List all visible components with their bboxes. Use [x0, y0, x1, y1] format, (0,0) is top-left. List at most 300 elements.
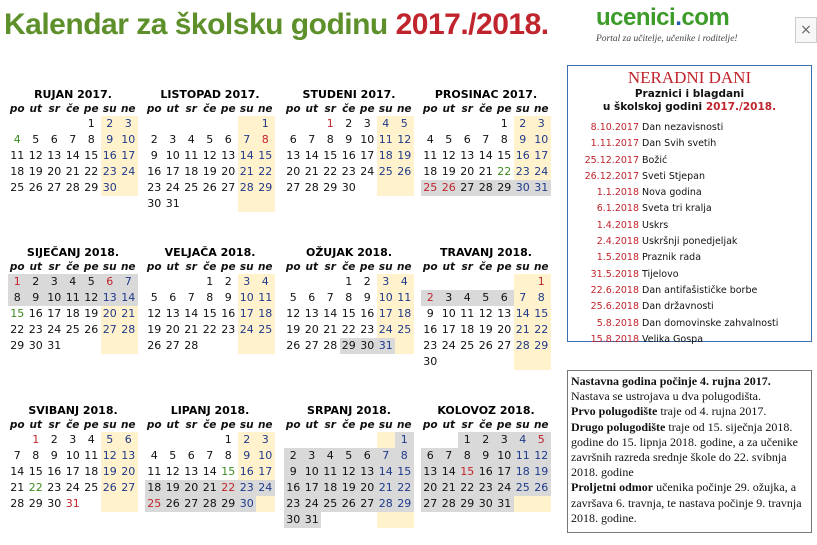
- holiday-name: Uskrs: [642, 219, 669, 231]
- day-cell: 17: [119, 148, 138, 164]
- day-cell: 7: [238, 132, 257, 148]
- day-cell: 6: [463, 133, 471, 146]
- day-cell: 10: [45, 290, 64, 306]
- day-cell: 17: [377, 306, 396, 322]
- month-grid: [145, 102, 275, 212]
- empty-cell: [119, 180, 138, 196]
- empty-cell: [201, 116, 220, 132]
- empty-cell: [182, 432, 201, 448]
- day-cell: 29: [219, 496, 238, 512]
- month-name: OŽUJAK 2018.: [305, 246, 392, 259]
- weekday-header: su: [102, 103, 117, 115]
- empty-cell: [340, 512, 359, 528]
- day-cell: 11: [321, 464, 340, 480]
- weekday-header: sr: [48, 103, 60, 115]
- day-cell: 16: [28, 307, 43, 320]
- day-cell: 12: [147, 307, 162, 320]
- day-cell: 4: [256, 274, 275, 290]
- day-cell: 5: [32, 133, 40, 146]
- day-cell: 26: [28, 181, 43, 194]
- day-cell: 13: [119, 448, 138, 464]
- weekday-header: sr: [461, 419, 473, 431]
- day-cell: 24: [360, 165, 375, 178]
- weekday-header: če: [66, 419, 80, 431]
- weekday-header: ut: [442, 419, 455, 431]
- day-cell: 13: [497, 307, 512, 320]
- day-cell: 3: [45, 274, 64, 290]
- weekday-header: sr: [461, 103, 473, 115]
- day-cell: 14: [304, 149, 319, 162]
- day-cell: 8: [8, 290, 27, 306]
- empty-cell: [440, 354, 459, 370]
- day-cell: 22: [532, 322, 551, 338]
- holiday-date: 22.6.2018: [590, 284, 639, 296]
- day-cell: 28: [201, 496, 220, 512]
- day-cell: 10: [256, 448, 275, 464]
- day-cell: 2: [514, 116, 533, 132]
- day-cell: 30: [238, 496, 257, 512]
- day-cell: 28: [440, 496, 459, 512]
- day-cell: 3: [377, 274, 396, 290]
- day-cell: 14: [478, 149, 493, 162]
- empty-cell: [238, 338, 257, 354]
- weekday-header: ne: [120, 261, 136, 273]
- day-cell: 25: [395, 322, 414, 338]
- day-cell: 9: [224, 291, 232, 304]
- weekday-header: sr: [185, 419, 197, 431]
- day-cell: 10: [495, 448, 514, 464]
- day-cell: 16: [47, 465, 62, 478]
- day-cell: 17: [495, 464, 514, 480]
- day-cell: 6: [308, 291, 316, 304]
- day-cell: 24: [532, 164, 551, 180]
- weekday-header: ne: [533, 103, 549, 115]
- day-cell: 10: [441, 307, 456, 320]
- holiday-row: [568, 120, 811, 136]
- holiday-row: [568, 153, 811, 169]
- day-cell: 23: [147, 181, 162, 194]
- day-cell: 29: [532, 338, 551, 354]
- empty-cell: [440, 432, 459, 448]
- day-cell: 13: [304, 307, 319, 320]
- day-cell: 10: [65, 449, 80, 462]
- day-cell: 13: [358, 464, 377, 480]
- empty-cell: [164, 432, 183, 448]
- day-cell: 6: [358, 448, 377, 464]
- day-cell: 20: [221, 165, 236, 178]
- day-cell: 7: [69, 133, 77, 146]
- day-cell: 28: [119, 322, 138, 338]
- month-grid: [8, 102, 138, 196]
- weekday-header: če: [479, 103, 493, 115]
- day-cell: 29: [84, 181, 99, 194]
- empty-cell: [82, 338, 101, 354]
- day-cell: 20: [165, 323, 180, 336]
- month-name: TRAVANJ 2018.: [440, 246, 532, 259]
- day-cell: 14: [202, 465, 217, 478]
- day-cell: 1: [532, 274, 551, 290]
- empty-cell: [321, 512, 340, 528]
- day-cell: 5: [82, 274, 101, 290]
- holidays-title: NERADNI DANI: [627, 68, 752, 87]
- empty-cell: [101, 338, 120, 354]
- holiday-date: 1.1.2018: [596, 187, 639, 199]
- day-cell: 23: [514, 164, 533, 180]
- weekday-header: ut: [29, 261, 42, 273]
- day-cell: 13: [286, 149, 301, 162]
- holiday-row: [568, 316, 811, 332]
- weekday-header: po: [146, 261, 162, 273]
- weekday-header: su: [239, 261, 254, 273]
- day-cell: 10: [238, 290, 257, 306]
- empty-cell: [119, 338, 138, 354]
- empty-cell: [8, 432, 27, 448]
- day-cell: 15: [323, 149, 338, 162]
- holiday-name: Dan antifašističke borbe: [642, 284, 758, 296]
- empty-cell: [358, 512, 377, 528]
- day-cell: 6: [187, 449, 195, 462]
- day-cell: 16: [360, 307, 375, 320]
- day-cell: 2: [238, 432, 257, 448]
- day-cell: 27: [221, 181, 236, 194]
- weekday-header: po: [422, 261, 438, 273]
- day-cell: 29: [395, 496, 414, 512]
- month-name: SVIBANJ 2018.: [28, 404, 118, 417]
- day-cell: 25: [460, 339, 475, 352]
- day-cell: 19: [147, 323, 162, 336]
- empty-cell: [395, 512, 414, 528]
- weekday-header: če: [342, 103, 356, 115]
- day-cell: 23: [341, 165, 356, 178]
- day-cell: 17: [303, 480, 322, 496]
- holiday-date: 31.5.2018: [590, 268, 639, 280]
- holiday-name: Dan Svih svetih: [642, 138, 717, 150]
- empty-cell: [82, 496, 101, 512]
- day-cell: 23: [477, 480, 496, 496]
- weekday-header: ut: [166, 419, 179, 431]
- month-grid: [145, 260, 275, 354]
- day-cell: 9: [477, 448, 496, 464]
- day-cell: 24: [65, 481, 80, 494]
- day-cell: 19: [202, 165, 217, 178]
- close-icon[interactable]: ×: [795, 17, 817, 43]
- day-cell: 7: [308, 133, 316, 146]
- day-cell: 23: [284, 496, 303, 512]
- day-cell: 13: [47, 149, 62, 162]
- day-cell: 24: [119, 164, 138, 180]
- day-cell: 25: [256, 322, 275, 338]
- weekday-header: če: [203, 261, 217, 273]
- notes-spring-break: Proljetni odmor: [571, 480, 654, 495]
- day-cell: 21: [238, 164, 257, 180]
- day-cell: 26: [440, 180, 459, 196]
- empty-cell: [182, 116, 201, 132]
- day-cell: 21: [514, 322, 533, 338]
- weekday-header: če: [342, 261, 356, 273]
- day-cell: 24: [238, 322, 257, 338]
- day-cell: 11: [256, 290, 275, 306]
- empty-cell: [321, 274, 340, 290]
- holiday-row: [568, 185, 811, 201]
- weekday-header: če: [66, 261, 80, 273]
- day-cell: 13: [221, 149, 236, 162]
- day-cell: 7: [440, 448, 459, 464]
- day-cell: 22: [256, 164, 275, 180]
- day-cell: 21: [184, 323, 199, 336]
- day-cell: 14: [184, 307, 199, 320]
- day-cell: 29: [458, 496, 477, 512]
- empty-cell: [145, 274, 164, 290]
- day-cell: 20: [286, 165, 301, 178]
- notes-first-term: Prvo polugodište: [571, 404, 658, 419]
- empty-cell: [145, 116, 164, 132]
- day-cell: 26: [164, 496, 183, 512]
- weekday-header: po: [9, 103, 25, 115]
- empty-cell: [458, 274, 477, 290]
- day-cell: 23: [238, 480, 257, 496]
- day-cell: 20: [182, 480, 201, 496]
- day-cell: 7: [119, 274, 138, 290]
- day-cell: 14: [10, 465, 25, 478]
- empty-cell: [164, 116, 183, 132]
- day-cell: 18: [145, 480, 164, 496]
- empty-cell: [421, 432, 440, 448]
- day-cell: 3: [69, 433, 77, 446]
- day-cell: 20: [304, 323, 319, 336]
- day-cell: 2: [101, 116, 120, 132]
- day-cell: 29: [495, 180, 514, 196]
- month-calendar: [8, 246, 138, 354]
- empty-cell: [284, 274, 303, 290]
- empty-cell: [377, 180, 396, 196]
- day-cell: 19: [286, 323, 301, 336]
- weekday-header: če: [479, 419, 493, 431]
- day-cell: 8: [532, 290, 551, 306]
- empty-cell: [164, 274, 183, 290]
- day-cell: 18: [377, 148, 396, 164]
- day-cell: 30: [28, 339, 43, 352]
- day-cell: 2: [224, 275, 232, 288]
- month-name: SIJEČANJ 2018.: [26, 246, 120, 259]
- day-cell: 20: [101, 306, 120, 322]
- empty-cell: [45, 116, 64, 132]
- day-cell: 28: [10, 497, 25, 510]
- holiday-date: 1.4.2018: [596, 219, 639, 231]
- logo-name: ucenici.com: [596, 4, 730, 31]
- day-cell: 10: [165, 149, 180, 162]
- day-cell: 11: [460, 307, 475, 320]
- day-cell: 17: [532, 148, 551, 164]
- empty-cell: [514, 274, 533, 290]
- day-cell: 19: [441, 165, 456, 178]
- empty-cell: [514, 354, 533, 370]
- day-cell: 3: [303, 448, 322, 464]
- day-cell: 5: [340, 448, 359, 464]
- day-cell: 30: [284, 512, 303, 528]
- weekday-header: su: [378, 419, 393, 431]
- empty-cell: [219, 116, 238, 132]
- day-cell: 3: [169, 133, 177, 146]
- day-cell: 11: [147, 465, 162, 478]
- weekday-header: po: [422, 103, 438, 115]
- empty-cell: [532, 496, 551, 512]
- day-cell: 15: [28, 465, 43, 478]
- holiday-date: 5.8.2018: [596, 317, 639, 329]
- weekday-header: sr: [324, 103, 336, 115]
- holiday-name: Božić: [642, 154, 668, 166]
- day-cell: 10: [303, 464, 322, 480]
- day-cell: 12: [101, 448, 120, 464]
- weekday-header: ne: [257, 419, 273, 431]
- empty-cell: [284, 116, 303, 132]
- day-cell: 18: [256, 306, 275, 322]
- month-name: STUDENI 2017.: [302, 88, 396, 101]
- day-cell: 25: [377, 164, 396, 180]
- weekday-header: po: [422, 419, 438, 431]
- day-cell: 30: [514, 180, 533, 196]
- day-cell: 15: [458, 464, 477, 480]
- day-cell: 26: [532, 480, 551, 496]
- holiday-date: 8.10.2017: [590, 122, 639, 133]
- day-cell: 6: [224, 133, 232, 146]
- weekday-header: ne: [396, 103, 412, 115]
- day-cell: 29: [10, 339, 25, 352]
- empty-cell: [514, 496, 533, 512]
- day-cell: 27: [119, 480, 138, 496]
- day-cell: 30: [423, 355, 438, 368]
- day-cell: 21: [440, 480, 459, 496]
- day-cell: 17: [256, 464, 275, 480]
- day-cell: 8: [458, 448, 477, 464]
- day-cell: 3: [440, 290, 459, 306]
- day-cell: 21: [10, 481, 25, 494]
- month-calendar: [145, 88, 275, 212]
- day-cell: 18: [423, 165, 438, 178]
- month-grid: [145, 418, 275, 512]
- day-cell: 6: [119, 432, 138, 448]
- day-cell: 15: [221, 465, 236, 478]
- day-cell: 19: [340, 480, 359, 496]
- holidays-subtitle-1: Praznici i blagdani: [634, 88, 745, 100]
- day-cell: 10: [360, 133, 375, 146]
- weekday-header: pe: [496, 419, 512, 431]
- day-cell: 29: [256, 180, 275, 196]
- empty-cell: [8, 116, 27, 132]
- day-cell: 17: [47, 307, 62, 320]
- day-cell: 28: [377, 496, 396, 512]
- day-cell: 2: [477, 432, 496, 448]
- page-title: [4, 8, 549, 42]
- day-cell: 30: [341, 181, 356, 194]
- empty-cell: [303, 274, 322, 290]
- day-cell: 21: [478, 165, 493, 178]
- empty-cell: [256, 496, 275, 512]
- day-cell: 27: [101, 322, 120, 338]
- day-cell: 18: [65, 307, 80, 320]
- month-calendar: [8, 88, 138, 196]
- weekday-header: pe: [359, 419, 375, 431]
- day-cell: 16: [477, 464, 496, 480]
- day-cell: 5: [169, 449, 177, 462]
- weekday-header: su: [102, 261, 117, 273]
- holiday-name: Tijelovo: [642, 268, 679, 280]
- day-cell: 29: [340, 338, 359, 354]
- day-cell: 3: [119, 116, 138, 132]
- day-cell: 6: [169, 291, 177, 304]
- day-cell: 11: [514, 448, 533, 464]
- day-cell: 8: [87, 133, 95, 146]
- day-cell: 1: [326, 117, 334, 130]
- month-name: PROSINAC 2017.: [434, 88, 538, 101]
- day-cell: 26: [101, 480, 120, 496]
- day-cell: 4: [395, 274, 414, 290]
- empty-cell: [256, 338, 275, 354]
- day-cell: 7: [206, 449, 214, 462]
- weekday-header: ut: [29, 103, 42, 115]
- month-grid: [284, 260, 414, 354]
- day-cell: 10: [532, 132, 551, 148]
- holiday-name: Velika Gospa: [642, 333, 704, 345]
- day-cell: 12: [395, 132, 414, 148]
- day-cell: 24: [441, 339, 456, 352]
- weekday-header: pe: [83, 103, 99, 115]
- empty-cell: [477, 354, 496, 370]
- weekday-header: ne: [257, 261, 273, 273]
- day-cell: 9: [150, 149, 158, 162]
- day-cell: 15: [256, 148, 275, 164]
- day-cell: 9: [101, 132, 120, 148]
- day-cell: 31: [65, 497, 80, 510]
- weekday-header: po: [285, 419, 301, 431]
- holiday-name: Uskršnji ponedjeljak: [642, 236, 738, 248]
- day-cell: 1: [345, 275, 353, 288]
- day-cell: 12: [202, 149, 217, 162]
- month-grid: [284, 102, 414, 196]
- site-logo[interactable]: [590, 6, 780, 48]
- empty-cell: [358, 180, 377, 196]
- day-cell: 31: [532, 180, 551, 196]
- month-name: SRPANJ 2018.: [307, 404, 391, 417]
- day-cell: 24: [377, 322, 396, 338]
- day-cell: 24: [165, 181, 180, 194]
- weekday-header: sr: [48, 261, 60, 273]
- day-cell: 6: [289, 133, 297, 146]
- day-cell: 16: [423, 323, 438, 336]
- weekday-header: če: [203, 419, 217, 431]
- day-cell: 22: [395, 480, 414, 496]
- day-cell: 4: [150, 449, 158, 462]
- weekday-header: po: [146, 419, 162, 431]
- day-cell: 15: [202, 307, 217, 320]
- day-cell: 17: [238, 306, 257, 322]
- day-cell: 15: [341, 307, 356, 320]
- day-cell: 16: [238, 464, 257, 480]
- weekday-header: če: [66, 103, 80, 115]
- day-cell: 19: [478, 323, 493, 336]
- day-cell: 27: [165, 339, 180, 352]
- empty-cell: [182, 274, 201, 290]
- day-cell: 21: [119, 306, 138, 322]
- weekday-header: su: [515, 419, 530, 431]
- day-cell: 27: [421, 496, 440, 512]
- weekday-header: ut: [29, 419, 42, 431]
- day-cell: 14: [377, 464, 396, 480]
- day-cell: 1: [395, 432, 414, 448]
- day-cell: 9: [363, 291, 371, 304]
- weekday-header: ut: [305, 261, 318, 273]
- day-cell: 22: [202, 323, 217, 336]
- month-name: RUJAN 2017.: [34, 88, 112, 101]
